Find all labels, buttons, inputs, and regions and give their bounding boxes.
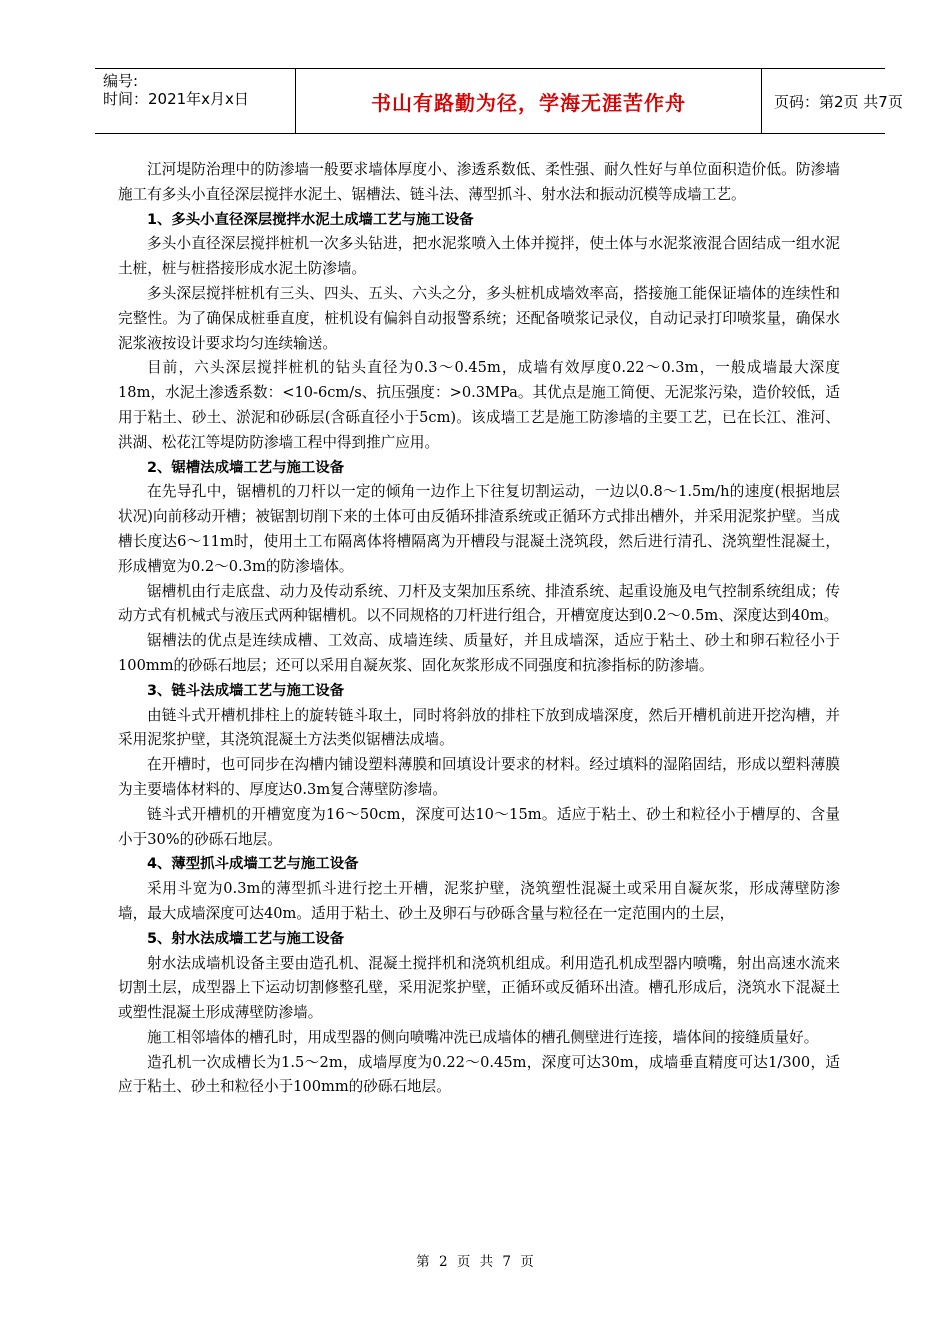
header-left-cell	[95, 69, 296, 133]
page-header	[95, 68, 903, 134]
section-heading: 2、锯槽法成墙工艺与施工设备	[147, 459, 345, 476]
body-paragraph: 在先导孔中，锯槽机的刀杆以一定的倾角一边作上下往复切割运动，一边以0.8～1.5m/h的速度(根据地层状况)向前移动开槽；被锯割切削下来的土体可由反循环排渣系统或正循环方式排出槽外，并采用泥浆护壁。当成槽长度达6～11m时，使用土工布隔离体将槽隔离为开槽段与混凝土浇筑段，然后进行清孔、浇筑塑性混凝土，形成槽宽为0.2～0.3m的防渗墙体。	[118, 483, 840, 575]
body-paragraph: 施工相邻墙体的槽孔时，用成型器的侧向喷嘴冲洗已成墙体的槽孔侧壁进行连接，墙体间的接缝质量好。	[147, 1028, 819, 1046]
body-paragraph: 多头深层搅拌桩机有三头、四头、五头、六头之分，多头桩机成墙效率高，搭接施工能保证墙体的连续性和完整性。为了确保成桩垂直度，桩机设有偏斜自动报警系统；还配备喷浆记录仪，自动记录打印喷浆量，确保水泥浆液按设计要求均匀连续输送。	[118, 284, 840, 352]
body-paragraph: 目前，六头深层搅拌桩机的钻头直径为0.3～0.45m，成墙有效厚度0.22～0.3m，一般成墙最大深度18m，水泥土渗透系数：<10-6cm/s、抗压强度：>0.3MPa。其优点是施工简便、无泥浆污染，造价较低，适用于粘土、砂土、淤泥和砂砾层(含砾直径小于5cm)。该成墙工艺是施工防渗墙的主要工艺，已在长江、淮河、洪湖、松花江等堤防防渗墙工程中得到推广应用。	[118, 359, 840, 451]
section-heading: 3、链斗法成墙工艺与施工设备	[147, 682, 345, 699]
header-page-number: 页码：第2页 共7页	[774, 92, 903, 111]
section-heading: 5、射水法成墙工艺与施工设备	[147, 930, 345, 947]
body-paragraph: 射水法成墙机设备主要由造孔机、混凝土搅拌机和浇筑机组成。利用造孔机成型器内喷嘴，射出高速水流来切割土层，成型器上下运动切割修整孔壁，采用泥浆护壁，正循环或反循环出渣。槽孔形成后，浇筑水下混凝土或塑性混凝土形成薄壁防渗墙。	[118, 954, 840, 1022]
body-paragraph: 锯槽机由行走底盘、动力及传动系统、刀杆及支架加压系统、排渣系统、起重设施及电气控制系统组成；传动方式有机械式与液压式两种锯槽机。以不同规格的刀杆进行组合，开槽宽度达到0.2～0.5m、深度达到40m。	[118, 582, 840, 625]
header-middle-cell	[296, 69, 762, 133]
body-paragraph: 造孔机一次成槽长为1.5～2m，成墙厚度为0.22～0.45m，深度可达30m，成墙垂直精度可达1/300，适应于粘土、砂土和粒径小于100mm的砂砾石地层。	[118, 1053, 840, 1096]
page-footer: 第 2 页 共 7 页	[416, 1254, 534, 1270]
body-paragraph: 锯槽法的优点是连续成槽、工效高、成墙连续、质量好，并且成墙深，适应于粘土、砂土和卵石粒径小于100mm的砂砾石地层；还可以采用自凝灰浆、固化灰浆形成不同强度和抗渗指标的防渗墙。	[118, 632, 840, 674]
document-body	[118, 158, 840, 1100]
header-right-cell	[762, 69, 903, 133]
body-paragraph: 江河堤防治理中的防渗墙一般要求墙体厚度小、渗透系数低、柔性强、耐久性好与单位面积造价低。防渗墙施工有多头小直径深层搅拌水泥土、锯槽法、链斗法、薄型抓斗、射水法和振动沉模等成墙工艺。	[118, 161, 840, 203]
body-paragraph: 采用斗宽为0.3m的薄型抓斗进行挖土开槽，泥浆护壁，浇筑塑性混凝土或采用自凝灰浆，形成薄壁防渗墙，最大成墙深度可达40m。适用于粘土、砂土及卵石与砂砾含量与粒径在一定范围内的土层，	[118, 880, 840, 922]
section-heading: 4、薄型抓斗成墙工艺与施工设备	[147, 856, 359, 873]
body-paragraph: 在开槽时，也可同步在沟槽内铺设塑料薄膜和回填设计要求的材料。经过填料的湿陷固结，形成以塑料薄膜为主要墙体材料的、厚度达0.3m复合薄壁防渗墙。	[118, 756, 840, 798]
time-label: 时间：2021年x月x日	[103, 90, 249, 108]
body-paragraph: 链斗式开槽机的开槽宽度为16～50cm，深度可达10～15m。适应于粘土、砂土和粒径小于槽厚的、含量小于30%的砂砾石地层。	[118, 805, 840, 848]
motto: 书山有路勤为径，学海无涯苦作舟	[371, 90, 686, 115]
section-heading: 1、多头小直径深层搅拌水泥土成墙工艺与施工设备	[147, 211, 474, 228]
body-paragraph: 多头小直径深层搅拌桩机一次多头钻进，把水泥浆喷入土体并搅拌，使土体与水泥浆液混合固结成一组水泥土桩，桩与桩搭接形成水泥土防渗墙。	[118, 235, 840, 278]
serial-label: 编号:	[103, 72, 139, 90]
body-paragraph: 由链斗式开槽机排柱上的旋转链斗取土，同时将斜放的排柱下放到成墙深度，然后开槽机前进开挖沟槽，并采用泥浆护壁，其浇筑混凝土方法类似锯槽法成墙。	[118, 706, 840, 749]
